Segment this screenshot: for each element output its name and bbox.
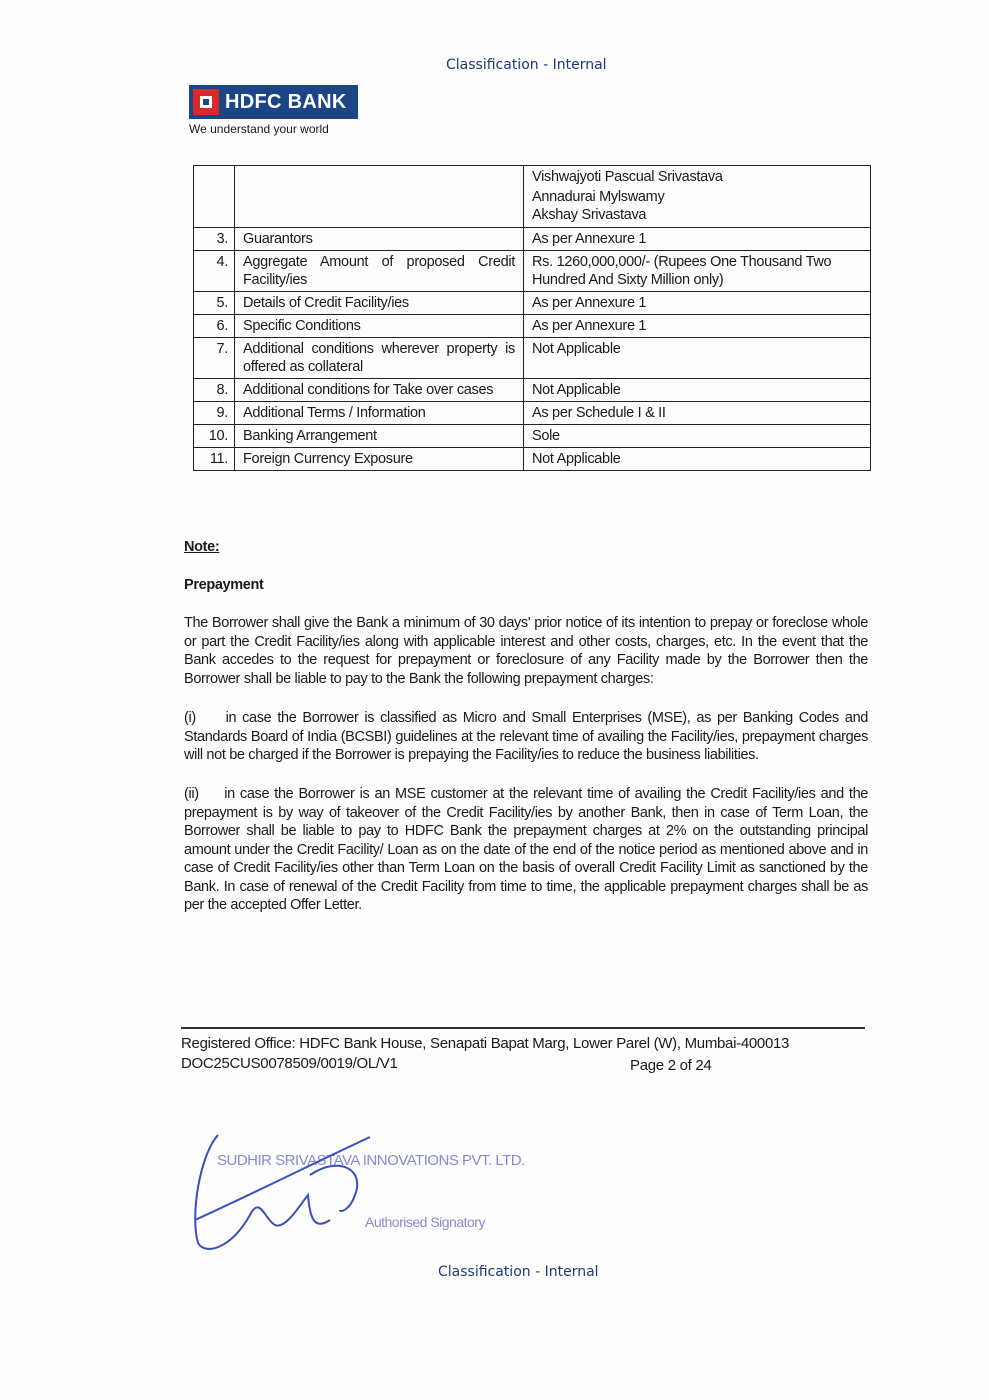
row-value: As per Schedule I & II [524,402,871,425]
table-row [194,315,871,338]
row-label: Aggregate Amount of proposed Credit Facility/ies [235,251,524,292]
classification-label-top: Classification - Internal [446,57,607,73]
row-number: 4. [194,251,235,292]
row-label: Additional conditions for Take over cases [235,379,524,402]
table-row [194,425,871,448]
facility-table [193,165,871,471]
footer-divider [181,1027,865,1029]
table-row [194,228,871,251]
paragraph: (ii) in case the Borrower is an MSE customer at the relevant time of availing the Credit Facility/ies and the prepayment is by way of takeover of the Credit Facility/ies by another Bank, then in case of Term Loan, the Borrower shall be liable to pay to HDFC Bank the prepayment charges at 2% on the outstanding principal amount under the Credit Facility/ Loan as on the date of the end of the notice period as mentioned above and in case of Credit Facility/ies other than Term Loan on the basis of overall Credit Facility Limit as sanctioned by the Bank. In case of renewal of the Credit Facility from time to time, the applicable prepayment charges shall be as per the accepted Offer Letter. [184,786,868,913]
row-value: As per Annexure 1 [524,315,871,338]
row-number: 3. [194,228,235,251]
table-row [194,448,871,471]
table-row [194,379,871,402]
row-label: Banking Arrangement [235,425,524,448]
table-row [194,338,871,379]
table-row [194,251,871,292]
row-label: Guarantors [235,228,524,251]
row-number: 6. [194,315,235,338]
row-value: Not Applicable [524,448,871,471]
table-row [194,292,871,315]
prepayment-heading: Prepayment [184,577,264,593]
row-value: Sole [524,425,871,448]
tagline: We understand your world [189,122,329,136]
name: Akshay Srivastava [532,207,647,223]
name: Annadurai Mylswamy [532,189,665,205]
registered-office: Registered Office: HDFC Bank House, Senapati Bapat Marg, Lower Parel (W), Mumbai-400013 [181,1035,790,1052]
classification-label-bottom: Classification - Internal [438,1264,599,1280]
document-id: DOC25CUS0078509/0019/OL/V1 [181,1055,398,1072]
row-value: As per Annexure 1 [524,228,871,251]
row-number: 10. [194,425,235,448]
row-number: 9. [194,402,235,425]
table-row [194,166,871,228]
row-label: Additional conditions wherever property is offered as collateral [235,338,524,379]
row-label: Details of Credit Facility/ies [235,292,524,315]
hdfc-logo-icon [193,89,219,115]
row-number: 8. [194,379,235,402]
paragraph: (i) in case the Borrower is classified as Micro and Small Enterprises (MSE), as per Banking Codes and Standards Board of India (BCSBI) guidelines at the relevant time of availing the Facility/ies, prepayment charges will not be charged if the Borrower is prepaying the Facility/ies to reduce the business liabilities. [184,710,868,763]
row-label: Foreign Currency Exposure [235,448,524,471]
row-value: Rs. 1260,000,000/- (Rupees One Thousand Two Hundred And Sixty Million only) [524,251,871,292]
table-row [194,402,871,425]
hdfc-logo [189,85,358,119]
paragraph: The Borrower shall give the Bank a minimum of 30 days' prior notice of its intention to prepay or foreclose whole or part the Credit Facility/ies along with applicable interest and other costs, charges, etc. In the event that the Bank accedes to the request for prepayment or foreclosure of any Facility made by the Borrower then the Borrower shall be liable to pay to the Bank the following prepayment charges: [184,615,868,687]
row-label: Additional Terms / Information [235,402,524,425]
row-number: 11. [194,448,235,471]
row-number: 7. [194,338,235,379]
row-number: 5. [194,292,235,315]
row-label: Specific Conditions [235,315,524,338]
logo-text: HDFC BANK [225,90,347,113]
page-number: Page 2 of 24 [630,1057,712,1074]
row-value: Not Applicable [524,379,871,402]
signature [190,1125,390,1260]
row-value: As per Annexure 1 [524,292,871,315]
names-cell [524,166,871,228]
row-value: Not Applicable [524,338,871,379]
name: Vishwajyoti Pascual Srivastava [532,169,723,185]
note-heading: Note: [184,539,220,555]
signatory-stamp: Authorised Signatory [365,1214,485,1230]
company-stamp: SUDHIR SRIVASTAVA INNOVATIONS PVT. LTD. [217,1152,525,1169]
